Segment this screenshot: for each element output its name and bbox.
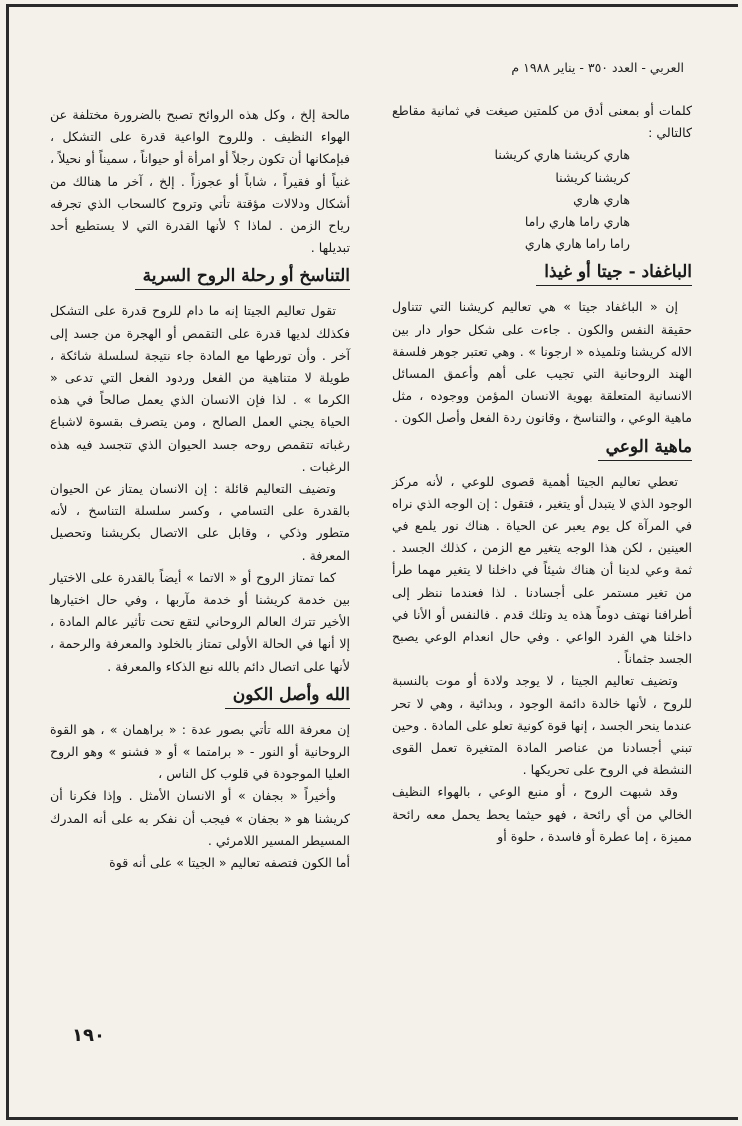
body-paragraph: وتضيف التعاليم قائلة : إن الانسان يمتاز عن الحيوان بالقدرة على التسامي ، وكسر سلسلة التناسخ ، لأنه متطور وذكي ، وقابل على الاتصال بكريشنا وتحصيل المعرفة . [50, 481, 350, 563]
body-paragraph: وتضيف تعاليم الجيتا ، لا يوجد ولادة أو موت بالنسبة للروح ، لأنها خالدة دائمة الوجود ، وبدائية ، وهي لا تحر عندما ينحر الجسد ، إنها قوة كونية تعلو على المادة . وحين تبني أجسادنا من عناصر المادة المتغيرة تعمل القوى النشطة في الروح على تحريكها . [392, 673, 692, 778]
section-heading-reincarnation: التناسخ أو رحلة الروح السرية [135, 263, 350, 290]
body-paragraph: وقد شبهت الروح ، أو منبع الوعي ، بالهواء النظيف الخالي من أي رائحة ، فهو حيثما يحط يحمل معه رائحة مميزة ، إما عطرة أو فاسدة ، حلوة أو [392, 784, 692, 844]
body-paragraph: إن معرفة الله تأتي بصور عدة : « براهمان » ، هو القوة الروحانية أو النور - « برامتما » أو « فشنو » وهو الروح العليا الموجودة في قلوب كل الناس ، [50, 721, 350, 782]
left-column [50, 104, 350, 874]
body-paragraph: تقول تعاليم الجيتا إنه ما دام للروح قدرة على التشكل فكذلك لديها قدرة على التقمص أو الهجرة من جسد إلى آخر . وأن تورطها مع المادة جاء نتيجة لسلسلة شائكة ، طويلة لا متناهية من الفعل وردود الفعل التي تدعى « الكرما » . لذا فإن الانسان الذي يعمل صالحاً في هذه الحياة يجني العمل الصالح ، ومن يتصرف بقسوة لاشباع رغباته تتقمص روحه جسد الحيوان الذي تتجسد فيه هذه الرغبات . [50, 303, 350, 474]
body-paragraph: مالحة إلخ ، وكل هذه الروائح تصبح بالضرورة مختلفة عن الهواء النظيف . وللروح الواعية قدرة على التشكل ، فبإمكانها أن تكون رجلاً أو امرأة أو حيواناً ، سميناً أو نحيلاً ، غنياً أو فقيراً ، شاباً أو عجوزاً . إلخ ، آخر ما هنالك من أشكال ودلالات مؤقتة تأتي وتروح كالسحاب الذي تجرفه رياح الزمن . لماذا ؟ لأنها القدرة التي لا يستطيع أحد تبديلها . [50, 107, 350, 256]
chant-verse [392, 144, 692, 255]
section-heading-god-and-universe: الله وأصل الكون [225, 682, 350, 709]
section-heading-consciousness: ماهية الوعي [598, 434, 692, 461]
verse-line: كريشنا كريشنا [555, 169, 630, 185]
page-border-top [6, 4, 738, 7]
intro-paragraph: كلمات أو بمعنى أدق من كلمتين صيغت في ثمانية مقاطع كالتالي : [392, 103, 692, 141]
body-paragraph: أما الكون فتصفه تعاليم « الجيتا » على أنه قوة [109, 855, 350, 871]
page-number: ١٩٠ [72, 1025, 105, 1046]
verse-line: راما راما هاري هاري [524, 236, 630, 252]
body-paragraph: وأخيراً « بجفان » أو الانسان الأمثل . وإذا فكرنا أن كريشنا هو « بجفان » فيجب أن نفكر به على أنه المدرك المسيطر المسير اللامرئي . [50, 788, 350, 848]
page-border-bottom [6, 1117, 738, 1120]
verse-line: هاري راما هاري راما [524, 214, 630, 230]
body-paragraph: تعطي تعاليم الجيتا أهمية قصوى للوعي ، لأنه مركز الوجود الذي لا يتبدل أو يتغير ، فتقول : إن الوجه الذي نراه في المرآة كل يوم يعبر عن الحياة . هناك نور يلمع في العينين ، لكن هذا الوجه يتغير مع الزمن ، كذلك الجسد . ثمة وعي لدينا أن هناك شيئاً في داخلنا لا يتغير مهما طرأ من تغير مستمر على أجسادنا . لذا فعندما ننظر إلى أطرافنا نهتف دوماً هذه يد وتلك قدم . فالنفس أو الأنا في داخلنا هي الفرد الواعي . وفي حال انعدام الوعي يصبح الجسد جثماناً . [392, 473, 692, 667]
body-paragraph: إن « الباغفاد جيتا » هي تعاليم كريشنا التي تتناول حقيقة النفس والكون . جاءت على شكل حوار دار بين الاله كريشنا وتلميذه « ارجونا » . وهي تعتبر جوهر فلسفة الهند الروحانية التي تجيب على أهم وأعمق المسائل الانسانية المتعلقة بهوية الانسان المؤمن ووجوده ، مثل ماهية الوعي ، والتناسخ ، وقانون ردة الفعل وأصل الكون . [392, 299, 692, 426]
page-border-left [6, 4, 9, 1120]
body-paragraph: كما تمتاز الروح أو « الاتما » أيضاً بالقدرة على الاختيار بين خدمة كريشنا أو خدمة مآربها ، وفي حال اختيارها الأخير تترك العالم الروحاني لتقع تحت تأثير عالم المادة ، إلا أنها في الحالة الأولى تمتاز بالخلود والمعرفة والرحمة ، لأنها على اتصال دائم بالله نبع الذكاء والمعرفة . [50, 569, 350, 674]
verse-line: هاري كريشنا هاري كريشنا [494, 147, 630, 163]
right-column [392, 100, 692, 848]
section-heading-bhagavad-gita: الباغفاد - جيتا أو غيذا [536, 259, 692, 286]
verse-line: هاري هاري [573, 191, 630, 207]
running-header: العربي - العدد ٣٥٠ - يناير ١٩٨٨ م [511, 60, 684, 75]
